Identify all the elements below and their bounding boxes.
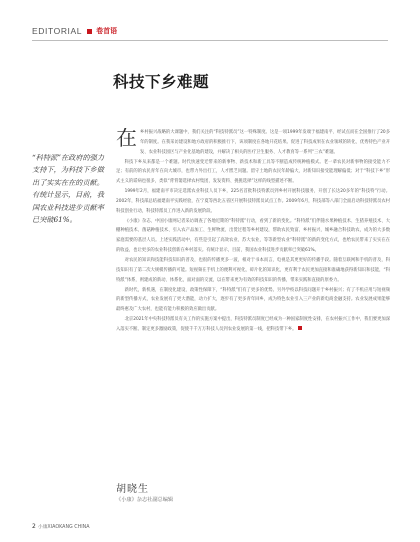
- page-footer: [32, 523, 90, 530]
- paragraph-2: 科技下乡从来都是一个难题。时代快速变迁带来的新事物、新技术和新工具等不断造成传统种植模式。老一辈农民对新事物的接受能力不足；有前的的农民青年在向大城市，也带力外出打工，人才匮乏问题。留守土地的农民年龄偏大，对新知识接受能理解偏低；对于“科技下乡”形式主义的诟病也很多，类似“背背篓选择农村集团，发发资料、挑挑选择”这样的线型描述不断。: [116, 159, 390, 185]
- section-label: EDITORIAL: [32, 26, 83, 36]
- paragraph-7: [116, 315, 390, 335]
- paragraph-text: 北京2021年中央科技特派员有关工作的实施方案中提出，科技特派员制度已经成为一种国家制度性安排，在农村振兴工作中，我们要更加深入落实不断。制定更多激励政策，促使千千万万科技人员到农业发展的第一线，把科技带下乡。: [116, 317, 390, 332]
- pull-quote: “科特派”在政府的强力支持下，为科技下乡做出了实实在在的贡献。有统计显示，目前，我国农业科技进步贡献率已突破61%。: [32, 153, 105, 225]
- paragraph-1: [116, 128, 390, 158]
- paragraph-5: 对农民的知识和技能科技知识的普及，也很的传播更多一波，相对于书本而言，电视是其更更好的传播手段。随着互联网和手机的普及，科技知识有了第二次大规模传播的可能。短视频在手机上的便利可视化，碎片化的知识化，更有利于农民更加直接和准确地获得新知识和技能，“科特派”体系，则建成的新动、体系化，面对面的交流，以在带来更为有效的科技知识的传播，带来实践和直接的原委力。: [116, 257, 390, 283]
- section-marker: [87, 29, 92, 34]
- author-affiliation: 《小康》杂志社副总编辑: [116, 497, 174, 503]
- author-name: 胡晓生: [116, 484, 149, 495]
- page-header: [32, 24, 117, 38]
- article-title: 科技下乡难题: [113, 73, 210, 91]
- drop-cap: 在: [116, 128, 137, 150]
- paragraph-4: 《小康》杂志、中国小康网记者采访调查了各地近期的“科特派”行动，看到了新的变化。“科特派”们伴随水果种植技术、生猪养殖技术、大棚种植技术、菌菇种植技术、引入农产品加工、生鲜物流、出货过程等乡村建设，帮助农民致富、乡村振兴、城乡融合科技助农，成为的大多数家庭需要的基层人员。上述实践活动中，有些是引起了高效农业、苏大农业，等等新型农业“科特派”的新的变化方式，也给农民带来了实实在在的收益，也让更多的农业科技创新在乡村落实。有统计显示，目前，我国农业科技进步贡献率已突破61%。: [116, 218, 390, 254]
- page-number: 2: [32, 523, 36, 530]
- paragraph-text: 乡村振兴战略的大课题中，我们关注的“科技特派员”这一特殊制度。这是一项1999年发端于福建南平、经试点而在全国推行了20多年的制度。在我采访建设和地方政府的积极推行下，该项制度在各地开花结果。促进了科技成果在农业领域的转化、优秀特色产业开发、农业科技园区与产业化基地的建设，并解决了相关的医疗卫生服务、人才教育等一系列“三农”难题。: [140, 130, 390, 155]
- column-label: 卷首语: [96, 27, 118, 35]
- paragraph-6: 新时代，新机遇，在制度化建设、政策性保障下，“科特派”们有了更多的优势。另外学校以科技问题开于乡村振兴；有了不机应用与短视频的新型传播方式，农业发展有了更大潜能，动力扩大，逐步有了更多青年回乡，成为特色农业引入三产业的新电商金融支持。农业发展成果能够最终惠及广大农村，也能有能力积极的效应做出贡献。: [116, 287, 390, 313]
- end-mark-icon: [298, 326, 302, 330]
- article-body: [116, 128, 390, 335]
- header-divider: [32, 40, 388, 41]
- paragraph-3: 1999年2月，福建南平市决定选派农业科技人员下乡，225名首批科技特派员到乡村开展科技服务，开创了长达20多年的“科技特”行动。2002年，科技部总结福建南平实践经验，在宁夏等西北五省区开展科技特派员试点工作。2009年6月，科技部等八部门全面启动科技特派员农村科技创业行动，科技特派员工作进入新的发展阶段。: [116, 189, 390, 214]
- publication-name: 小康XIAOKANG CHINA: [37, 525, 90, 530]
